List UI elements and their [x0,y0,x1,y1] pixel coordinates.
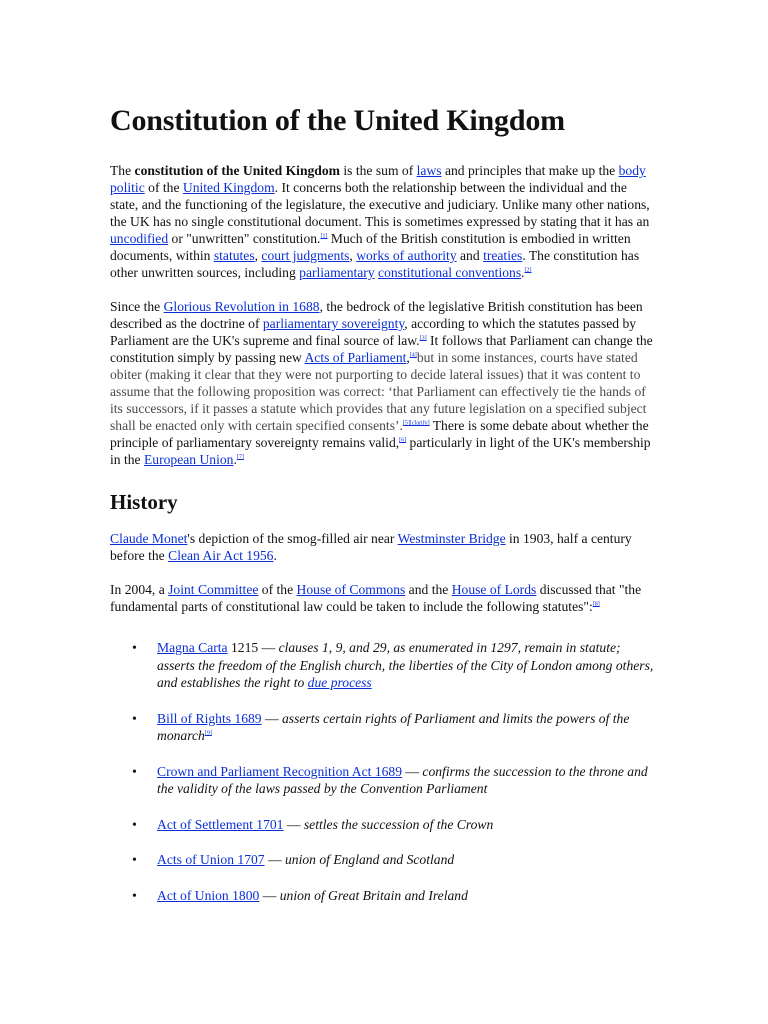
citation[interactable] [403,420,410,426]
bullet-icon: • [132,817,137,833]
text-run: and [456,248,484,263]
link-house-of-lords[interactable]: House of Lords [451,582,537,597]
text-run: and the [405,582,452,597]
citation-link[interactable]: [9] [204,730,212,737]
text-run: — [264,852,285,867]
link-european-union[interactable]: European Union [143,452,234,467]
link-clean-air-act[interactable]: Clean Air Act 1956 [168,548,274,563]
link-united-kingdom[interactable]: United Kingdom [182,180,275,195]
description-text: asserts certain rights of Parliament and limits the powers of the monarch [157,710,630,743]
link-westminster-bridge[interactable]: Westminster Bridge [397,531,506,546]
list-item [110,710,658,745]
link-house-of-commons[interactable]: House of Commons [296,582,406,597]
citation-link[interactable]: [2] [524,267,532,274]
statutes-list [110,639,658,904]
statute-description [304,817,493,832]
text-run: is the sum of [339,163,417,178]
citation-link[interactable]: [4] [409,352,417,359]
link-claude-monet[interactable]: Claude Monet [110,531,188,546]
link-parliamentary-sovereignty[interactable]: parliamentary sovereignty [262,316,405,331]
citation-link[interactable]: [8] [592,601,600,608]
citation-link[interactable]: [1] [320,233,328,240]
text-run: particularly in light of the UK's membership in the [110,435,651,467]
list-item [110,639,658,692]
description-link[interactable]: due process [307,675,372,690]
text-run: , [406,350,410,365]
text-run: In 2004, a [110,582,169,597]
text-run: . [521,265,525,280]
statute-description [280,888,468,903]
joint-committee-paragraph [110,581,658,615]
text-run: 's depiction of the smog-filled air near [187,531,398,546]
text-run: of the [144,180,183,195]
list-item [110,816,658,834]
citation[interactable] [420,335,427,341]
statute-link[interactable]: Act of Union 1800 [157,887,260,903]
text-run: 1215 — [227,640,279,655]
statute-link[interactable]: Magna Carta [157,640,228,655]
text-run: , the bedrock of the legislative British constitution has been described as the doctrine of [110,299,643,331]
link-statutes[interactable]: statutes [213,248,255,263]
list-item [110,887,658,905]
link-uncodified[interactable]: uncodified [110,231,169,246]
statute-description [285,852,454,867]
bullet-icon: • [132,711,137,727]
text-run: . [273,548,277,563]
link-constitutional-conventions[interactable]: constitutional conventions [378,265,522,280]
description-text: settles the succession of the Crown [303,816,494,832]
section-heading-history: History [110,490,178,514]
text-run: The [110,163,135,178]
citation-link[interactable]: [3] [419,335,427,342]
link-body-politic[interactable]: body politic [110,163,646,195]
sovereignty-paragraph [110,298,658,468]
bullet-icon: • [132,888,137,904]
article [110,100,658,922]
statute-link[interactable]: Crown and Parliament Recognition Act 1689 [157,763,403,779]
link-laws[interactable]: laws [416,163,442,178]
link-parliamentary[interactable]: parliamentary [299,265,375,280]
text-run: There is some debate about whether the principle of parliamentary sovereignty remains valid, [110,418,649,450]
citation[interactable] [525,267,532,273]
description-text: union of England and Scotland [285,852,455,867]
intro-paragraph [110,162,658,281]
citation[interactable] [205,730,212,736]
clarify-tag[interactable] [410,420,430,426]
statute-link[interactable]: Act of Settlement 1701 [157,816,284,832]
text-run: , according to which the statutes passed by Parliament are the UK's supreme and final source of law. [110,316,637,348]
text-run: — [283,816,304,832]
citation-link[interactable]: [7] [236,454,244,461]
link-glorious-revolution[interactable]: Glorious Revolution in 1688 [163,299,320,314]
link-joint-committee[interactable]: Joint Committee [168,582,259,597]
link-treaties[interactable]: treaties [483,248,523,263]
link-acts-of-parliament[interactable]: Acts of Parliament [304,350,407,365]
clarify-link[interactable]: [clarify] [409,420,430,427]
bullet-icon: • [132,641,137,656]
citation[interactable] [593,601,600,607]
text-run: — [402,763,423,779]
text-run: — [261,710,282,726]
bold-term: constitution of the United Kingdom [134,163,340,178]
statute-link[interactable]: Acts of Union 1707 [157,852,265,867]
image-caption-paragraph [110,530,658,564]
text-run: of the [258,582,297,597]
citation-link[interactable]: [6] [399,437,407,444]
citation[interactable] [237,454,244,460]
link-court-judgments[interactable]: court judgments [261,248,350,263]
text-run: . [233,452,237,467]
description-text: confirms the succession to the throne and the validity of the laws passed by the Convention Parliament [157,763,648,796]
description-text: clauses 1, 9, and 29, as enumerated in 1297, remain in statute; asserts the freedom of the English church, the liberties of the City of London among others, and establishes the right to [157,640,654,690]
bullet-icon: • [132,764,137,780]
text-run: . The constitution has other unwritten sources, including [110,248,640,280]
list-item [110,851,658,869]
text-run: Much of the British constitution is embodied in written documents, within [110,231,631,263]
link-works-of-authority[interactable]: works of authority [356,248,457,263]
text-run: or "unwritten" constitution. [168,231,321,246]
page-title: Constitution of the United Kingdom [110,104,565,137]
text-run: Since the [110,299,164,314]
text-run: discussed that "the fundamental parts of constitutional law could be taken to include the following statutes": [110,582,642,614]
text-run: , [349,248,357,263]
description-text: union of Great Britain and Ireland [279,887,468,903]
citation[interactable] [410,352,417,358]
text-run: in 1903, half a century before the [110,531,632,563]
text-run: It follows that Parliament can change the constitution simply by passing new [110,333,653,365]
citation-link[interactable]: [5] [402,420,410,427]
quoted-text: but in some instances, courts have stated obiter (making it clear that they were not purporting to decide lateral issues) that it was content to assume that the following proposition was correct: ‘that Parliament can effectively tie the hands of its successors, if it passes a statute which provides that any future legislation on a specified subject shall be enacted only with certain specified consents’. [110,350,647,433]
text-run: , [254,248,262,263]
text-run: . It concerns both the relationship between the individual and the state, and the functioning of the legislature, the executive and judiciary. Unlike many other nations, the UK has no single constitutional document. This is sometimes expressed by stating that it has an [110,180,650,229]
bullet-icon: • [132,853,137,868]
list-item [110,763,658,798]
text-run: — [259,887,280,903]
statute-link[interactable]: Bill of Rights 1689 [157,710,262,726]
text-run: and principles that make up the [441,163,619,178]
